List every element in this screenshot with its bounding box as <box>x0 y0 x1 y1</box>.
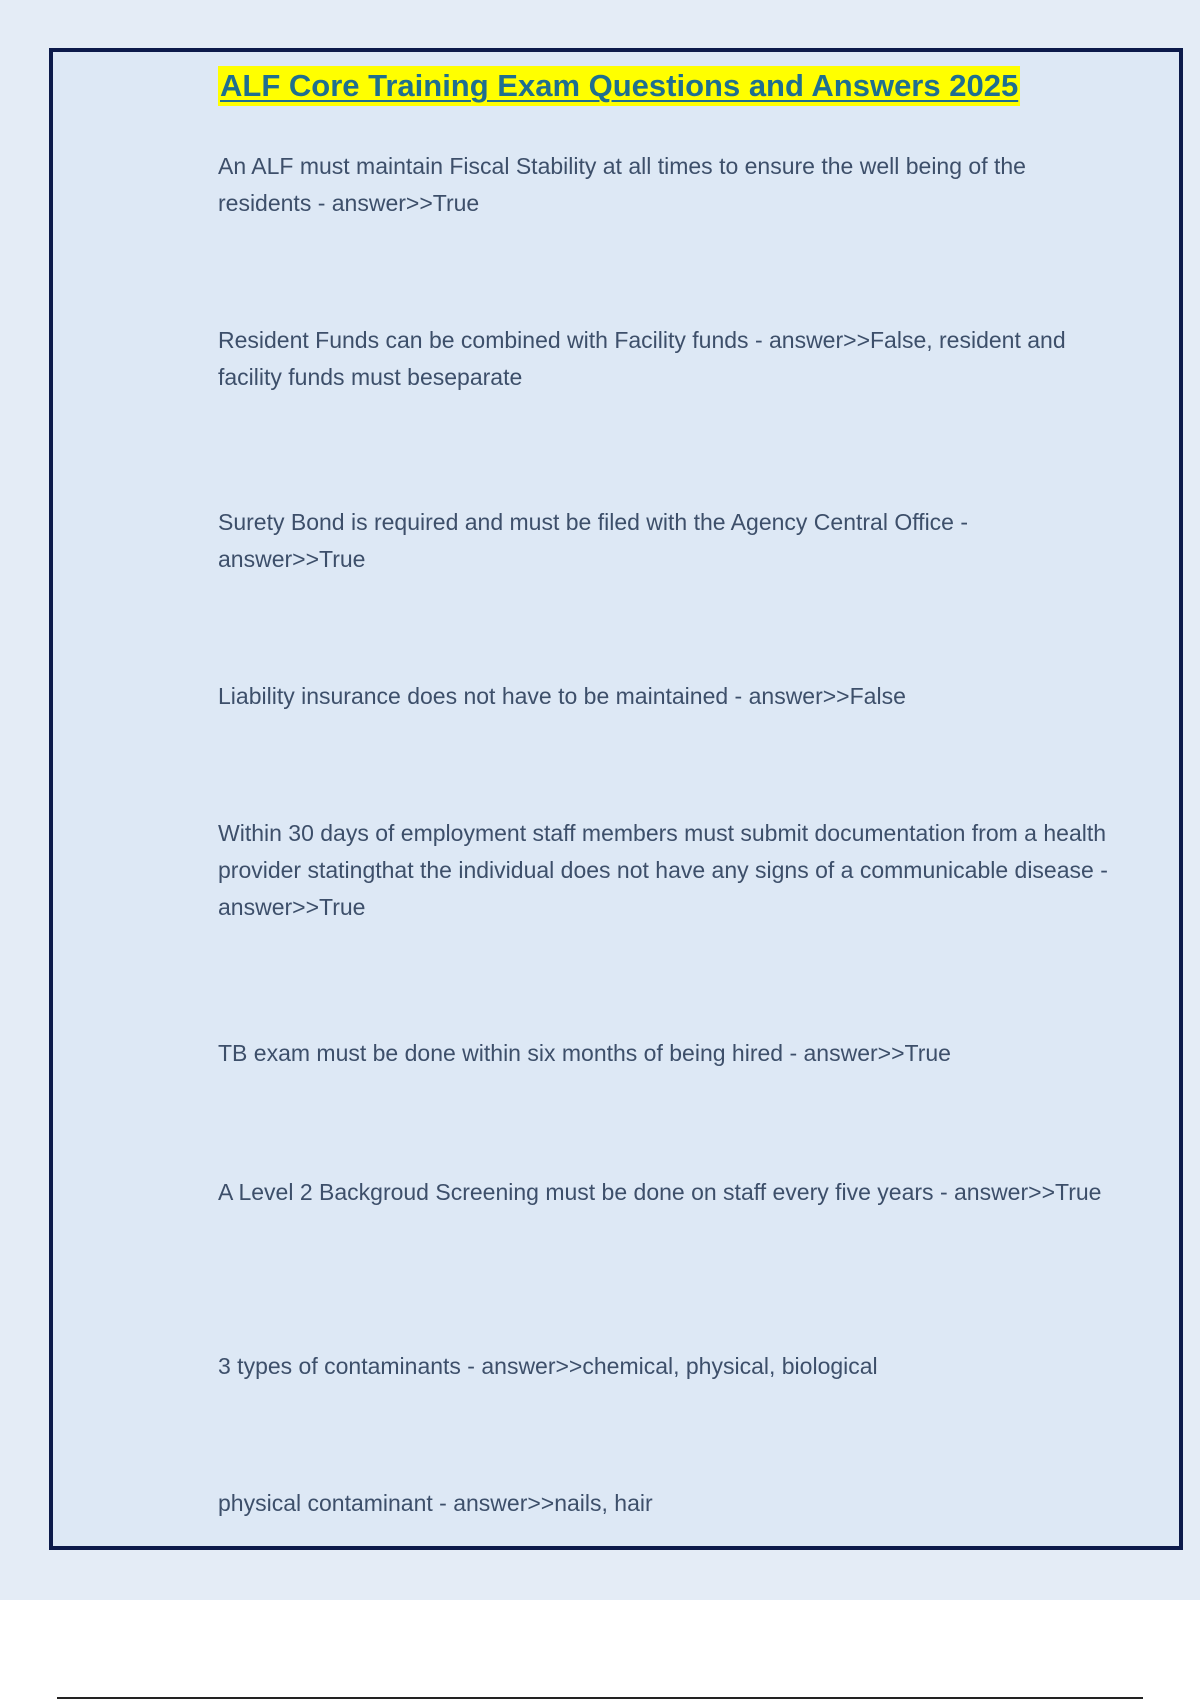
qa-item-7: A Level 2 Backgroud Screening must be done on staff every five years - answer>>True <box>218 1179 1102 1205</box>
qa-item-5: Within 30 days of employment staff members must submit documentation from a health provider statingthat the individual does not have any signs of a communicable disease - answer>>True <box>218 820 1108 920</box>
qa-item-1: An ALF must maintain Fiscal Stability at all times to ensure the well being of the residents - answer>>True <box>218 153 1026 216</box>
qa-item-4: Liability insurance does not have to be maintained - answer>>False <box>218 683 906 709</box>
document-title: ALF Core Training Exam Questions and Answers 2025 <box>218 66 1020 106</box>
qa-item-8: 3 types of contaminants - answer>>chemical, physical, biological <box>218 1353 878 1379</box>
qa-item-2: Resident Funds can be combined with Facility funds - answer>>False, resident and facility funds must beseparate <box>218 327 1066 390</box>
qa-item-6: TB exam must be done within six months of being hired - answer>>True <box>218 1040 951 1066</box>
qa-item-9: physical contaminant - answer>>nails, hair <box>218 1490 653 1516</box>
document-frame <box>49 48 1183 1550</box>
qa-item-3: Surety Bond is required and must be filed with the Agency Central Office - answer>>True <box>218 509 969 572</box>
footer-rule <box>57 1697 1143 1699</box>
